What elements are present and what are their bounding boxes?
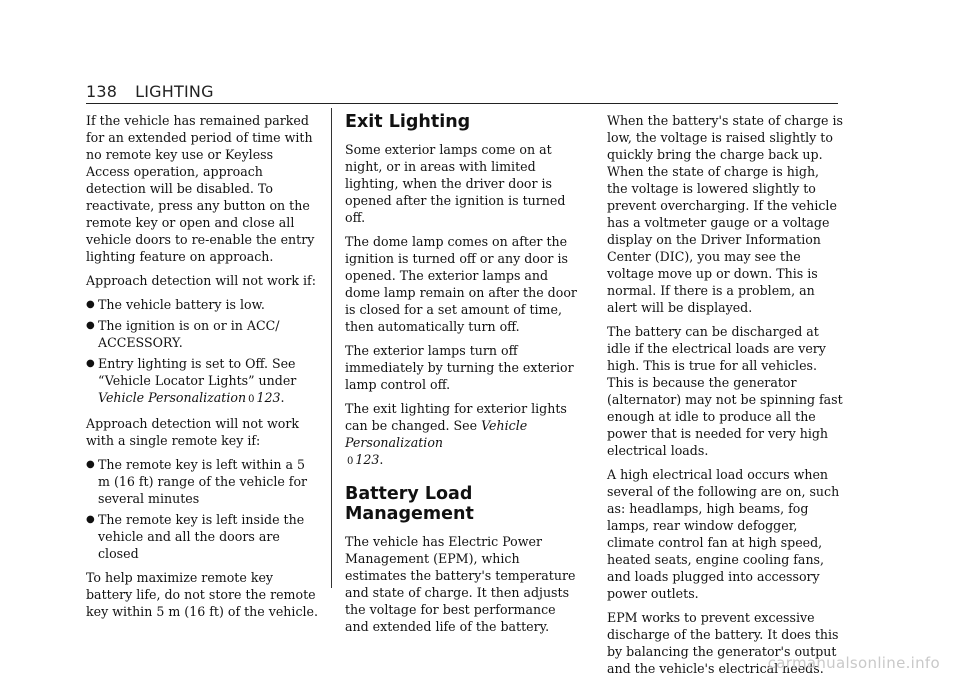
paragraph: If the vehicle has remained parked for an extended period of time with no remote key use or Keyless Access operation, approach detection will be disabled. To reactivate, press any button on the remote key or open and close all vehicle doors to re-enable the entry lighting feature on approach. — [86, 113, 315, 264]
list-item: ● Entry lighting is set to Off. See “Vehicle Locator Lights” under Vehicle Personalization 0 123. — [86, 356, 297, 405]
bullet-icon: ● — [86, 358, 95, 369]
column-divider — [331, 108, 332, 588]
page-ref-arrow-icon: 0 — [347, 456, 354, 467]
bullet-icon: ● — [86, 320, 95, 331]
watermark: carmanualsonline.info — [767, 654, 940, 672]
paragraph: Approach detection will not work if: — [86, 273, 316, 288]
bullet-list — [86, 456, 320, 562]
list-item: ● The vehicle battery is low. — [86, 297, 265, 312]
list-item: ● The remote key is left within a 5 m (16 ft) range of the vehicle for several minutes — [86, 457, 308, 506]
header-rule — [86, 103, 838, 104]
cross-reference-link[interactable]: Vehicle Personalization 0 123 — [98, 390, 281, 405]
paragraph: To help maximize remote key battery life, do not store the remote key within 5 m (16 ft) of the vehicle. — [86, 570, 318, 619]
bullet-icon: ● — [86, 299, 95, 310]
paragraph: Some exterior lamps come on at night, or in areas with limited lighting, when the driver door is opened after the ignition is turned off. — [345, 142, 566, 225]
paragraph: The battery can be discharged at idle if the electrical loads are very high. This is true for all vehicles. This is because the generator (alternator) may not be spinning fast enough at idle to produce all the power that is needed for very high electrical loads. — [607, 324, 843, 458]
paragraph: Approach detection will not work with a single remote key if: — [86, 416, 299, 448]
paragraph: EPM works to prevent excessive discharge of the battery. It does this by balancing the generator's output and the vehicle's electrical needs. — [607, 610, 839, 676]
bullet-icon: ● — [86, 514, 95, 525]
bullet-list — [86, 296, 320, 408]
column-1 — [86, 112, 320, 627]
page-header — [86, 82, 214, 101]
column-3 — [607, 112, 843, 684]
paragraph: The exterior lamps turn off immediately by turning the exterior lamp control off. — [345, 343, 574, 392]
list-item: ● The ignition is on or in ACC/ ACCESSORY. — [86, 318, 280, 350]
section-heading: Battery Load Management — [345, 484, 474, 524]
paragraph: The dome lamp comes on after the ignition is turned off or any door is opened. The exterior lamps and dome lamp remain on after the door is closed for a set amount of time, then automatically turn off. — [345, 234, 577, 334]
section-title: LIGHTING — [135, 82, 214, 101]
section-heading: Exit Lighting — [345, 112, 471, 132]
bullet-icon: ● — [86, 459, 95, 470]
page-number: 138 — [86, 82, 118, 101]
page-ref-arrow-icon: 0 — [248, 394, 255, 405]
paragraph: The exit lighting for exterior lights can be changed. See Vehicle Personalization 0 123. — [345, 401, 567, 467]
column-2 — [345, 112, 583, 642]
list-item: ● The remote key is left inside the vehicle and all the doors are closed — [86, 512, 305, 561]
paragraph: When the battery's state of charge is low, the voltage is raised slightly to quickly bring the charge back up. When the state of charge is high, the voltage is lowered slightly to prevent overcharging. If the vehicle has a voltmeter gauge or a voltage display on the Driver Information Center (DIC), you may see the voltage move up or down. This is normal. If there is a problem, an alert will be displayed. — [607, 113, 843, 315]
cross-reference-link[interactable]: Vehicle Personalization 0 123 — [345, 418, 528, 467]
paragraph: A high electrical load occurs when several of the following are on, such as: headlamps, high beams, fog lamps, rear window defogger, climate control fan at high speed, heated seats, engine cooling fans, and loads plugged into accessory power outlets. — [607, 467, 840, 601]
paragraph: The vehicle has Electric Power Management (EPM), which estimates the battery's temperature and state of charge. It then adjusts the voltage for best performance and extended life of the battery. — [345, 534, 576, 634]
